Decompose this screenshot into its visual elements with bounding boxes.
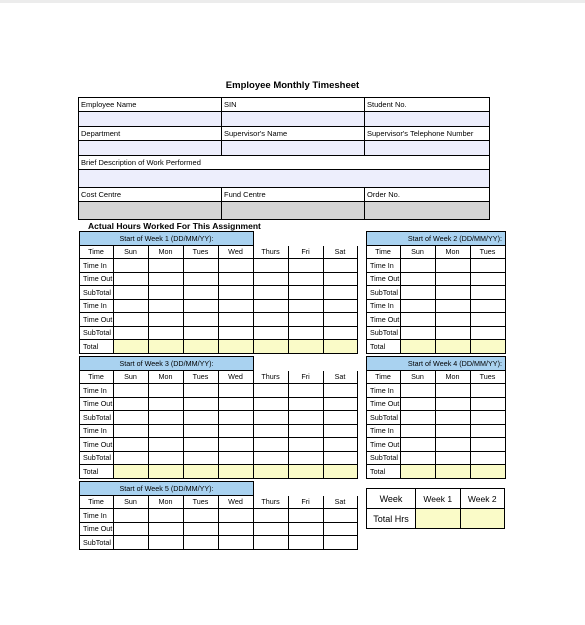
time-cell[interactable] bbox=[219, 536, 254, 550]
week-2-total-row bbox=[367, 340, 506, 354]
row-label: Time Out bbox=[367, 438, 401, 452]
week-1-header-gap bbox=[254, 232, 358, 246]
week-3-row bbox=[80, 384, 358, 398]
time-cell[interactable] bbox=[254, 536, 289, 550]
row-label: Time In bbox=[80, 384, 114, 398]
row-label: SubTotal bbox=[80, 286, 114, 300]
row-label: Time In bbox=[367, 384, 401, 398]
time-cell[interactable] bbox=[471, 313, 506, 327]
week-4-row bbox=[367, 397, 506, 411]
actual-hours-heading: Actual Hours Worked For This Assignment bbox=[88, 221, 261, 231]
week-3-row bbox=[80, 397, 358, 411]
time-cell[interactable] bbox=[401, 326, 436, 340]
total-cell[interactable] bbox=[114, 340, 149, 354]
row-label: SubTotal bbox=[367, 411, 401, 425]
time-cell[interactable] bbox=[436, 286, 471, 300]
time-cell[interactable] bbox=[184, 259, 219, 273]
week-4-start-label: Start of Week 4 (DD/MM/YY): bbox=[367, 357, 506, 371]
order-no-field[interactable] bbox=[365, 202, 490, 220]
week-3-row bbox=[80, 438, 358, 452]
time-cell[interactable] bbox=[401, 451, 436, 465]
time-cell[interactable] bbox=[184, 509, 219, 523]
time-cell[interactable] bbox=[254, 299, 289, 313]
time-cell[interactable] bbox=[254, 397, 289, 411]
summary-week2-header: Week 2 bbox=[460, 489, 505, 509]
week-1-row bbox=[80, 286, 358, 300]
time-cell[interactable] bbox=[436, 272, 471, 286]
time-cell[interactable] bbox=[436, 424, 471, 438]
time-cell[interactable] bbox=[254, 451, 289, 465]
time-cell[interactable] bbox=[289, 536, 324, 550]
time-cell[interactable] bbox=[149, 424, 184, 438]
time-cell[interactable] bbox=[289, 384, 324, 398]
week-3-day-header: Mon bbox=[149, 370, 184, 384]
time-cell[interactable] bbox=[114, 411, 149, 425]
time-cell[interactable] bbox=[324, 259, 358, 273]
time-cell[interactable] bbox=[401, 438, 436, 452]
time-cell[interactable] bbox=[436, 397, 471, 411]
row-label: Time Out bbox=[367, 313, 401, 327]
time-cell[interactable] bbox=[289, 299, 324, 313]
time-cell[interactable] bbox=[324, 522, 358, 536]
total-cell[interactable] bbox=[149, 340, 184, 354]
total-cell[interactable] bbox=[149, 465, 184, 479]
total-cell[interactable] bbox=[254, 465, 289, 479]
total-cell[interactable] bbox=[436, 340, 471, 354]
time-cell[interactable] bbox=[401, 259, 436, 273]
time-cell[interactable] bbox=[436, 384, 471, 398]
row-label: Time Out bbox=[80, 313, 114, 327]
sin-label: SIN bbox=[222, 98, 365, 112]
week-1-grid bbox=[79, 231, 358, 354]
employee-info-table bbox=[78, 97, 490, 220]
week-5-day-header: Time bbox=[80, 495, 114, 509]
time-cell[interactable] bbox=[149, 411, 184, 425]
week-4-row bbox=[367, 411, 506, 425]
total-cell[interactable] bbox=[254, 340, 289, 354]
time-cell[interactable] bbox=[184, 384, 219, 398]
time-cell[interactable] bbox=[471, 259, 506, 273]
time-cell[interactable] bbox=[289, 272, 324, 286]
time-cell[interactable] bbox=[289, 259, 324, 273]
week-3-day-header: Thurs bbox=[254, 370, 289, 384]
time-cell[interactable] bbox=[471, 451, 506, 465]
week-2-start-label: Start of Week 2 (DD/MM/YY): bbox=[367, 232, 506, 246]
week-5-day-header: Mon bbox=[149, 495, 184, 509]
time-cell[interactable] bbox=[289, 326, 324, 340]
row-label: Time Out bbox=[367, 272, 401, 286]
time-cell[interactable] bbox=[289, 451, 324, 465]
total-cell[interactable] bbox=[401, 465, 436, 479]
time-cell[interactable] bbox=[324, 299, 358, 313]
total-cell[interactable] bbox=[471, 340, 506, 354]
time-cell[interactable] bbox=[436, 313, 471, 327]
week-2-day-header: Mon bbox=[436, 245, 471, 259]
row-label: Time In bbox=[80, 259, 114, 273]
week-1-row bbox=[80, 299, 358, 313]
time-cell[interactable] bbox=[254, 259, 289, 273]
time-cell[interactable] bbox=[401, 313, 436, 327]
time-cell[interactable] bbox=[289, 522, 324, 536]
summary-total-hrs-label: Total Hrs bbox=[367, 509, 416, 529]
week-1-day-header: Wed bbox=[219, 245, 254, 259]
week-2-day-header: Sun bbox=[401, 245, 436, 259]
row-label: SubTotal bbox=[367, 451, 401, 465]
time-cell[interactable] bbox=[471, 326, 506, 340]
time-cell[interactable] bbox=[149, 299, 184, 313]
time-cell[interactable] bbox=[254, 438, 289, 452]
total-label: Total bbox=[367, 340, 401, 354]
time-cell[interactable] bbox=[289, 313, 324, 327]
week-1-row bbox=[80, 272, 358, 286]
time-cell[interactable] bbox=[324, 536, 358, 550]
supervisor-phone-field[interactable] bbox=[365, 141, 490, 156]
time-cell[interactable] bbox=[289, 411, 324, 425]
time-cell[interactable] bbox=[436, 299, 471, 313]
week-3-day-header: Sat bbox=[324, 370, 358, 384]
summary-week2-total[interactable] bbox=[460, 509, 505, 529]
week-3-row bbox=[80, 411, 358, 425]
week-4-row bbox=[367, 451, 506, 465]
total-cell[interactable] bbox=[289, 465, 324, 479]
total-cell[interactable] bbox=[401, 340, 436, 354]
week-1-row bbox=[80, 326, 358, 340]
fund-centre-field[interactable] bbox=[222, 202, 365, 220]
week-1-start-label: Start of Week 1 (DD/MM/YY): bbox=[80, 232, 254, 246]
time-cell[interactable] bbox=[436, 411, 471, 425]
time-cell[interactable] bbox=[219, 451, 254, 465]
time-cell[interactable] bbox=[436, 451, 471, 465]
time-cell[interactable] bbox=[149, 286, 184, 300]
time-cell[interactable] bbox=[436, 259, 471, 273]
time-cell[interactable] bbox=[254, 286, 289, 300]
total-cell[interactable] bbox=[114, 465, 149, 479]
order-no-label: Order No. bbox=[365, 188, 490, 202]
week-4-row bbox=[367, 384, 506, 398]
time-cell[interactable] bbox=[324, 411, 358, 425]
row-label: Time In bbox=[367, 259, 401, 273]
time-cell[interactable] bbox=[114, 313, 149, 327]
week-4-day-header: Time bbox=[367, 370, 401, 384]
time-cell[interactable] bbox=[114, 384, 149, 398]
time-cell[interactable] bbox=[149, 451, 184, 465]
week-1-day-header: Time bbox=[80, 245, 114, 259]
week-5-day-header: Thurs bbox=[254, 495, 289, 509]
time-cell[interactable] bbox=[114, 272, 149, 286]
total-cell[interactable] bbox=[324, 340, 358, 354]
time-cell[interactable] bbox=[324, 286, 358, 300]
week-1-row bbox=[80, 313, 358, 327]
time-cell[interactable] bbox=[149, 313, 184, 327]
week-5-day-header: Wed bbox=[219, 495, 254, 509]
time-cell[interactable] bbox=[324, 326, 358, 340]
time-cell[interactable] bbox=[254, 411, 289, 425]
supervisor-name-label: Supervisor's Name bbox=[222, 127, 365, 141]
week-3-total-row bbox=[80, 465, 358, 479]
time-cell[interactable] bbox=[149, 272, 184, 286]
total-cell[interactable] bbox=[471, 465, 506, 479]
time-cell[interactable] bbox=[219, 272, 254, 286]
department-label: Department bbox=[79, 127, 222, 141]
time-cell[interactable] bbox=[149, 536, 184, 550]
time-cell[interactable] bbox=[184, 326, 219, 340]
time-cell[interactable] bbox=[149, 509, 184, 523]
week-3-day-header: Wed bbox=[219, 370, 254, 384]
time-cell[interactable] bbox=[401, 272, 436, 286]
week-3-header-gap bbox=[254, 357, 358, 371]
week-3-grid bbox=[79, 356, 358, 479]
supervisor-name-field[interactable] bbox=[222, 141, 365, 156]
time-cell[interactable] bbox=[289, 424, 324, 438]
row-label: Time Out bbox=[80, 397, 114, 411]
week-4-row bbox=[367, 438, 506, 452]
row-label: Time In bbox=[367, 299, 401, 313]
total-cell[interactable] bbox=[184, 340, 219, 354]
week-4-day-header: Tues bbox=[471, 370, 506, 384]
total-cell[interactable] bbox=[324, 465, 358, 479]
time-cell[interactable] bbox=[324, 424, 358, 438]
time-cell[interactable] bbox=[254, 326, 289, 340]
time-cell[interactable] bbox=[114, 424, 149, 438]
time-cell[interactable] bbox=[184, 397, 219, 411]
row-label: Time Out bbox=[80, 272, 114, 286]
time-cell[interactable] bbox=[114, 259, 149, 273]
week-5-day-header: Tues bbox=[184, 495, 219, 509]
time-cell[interactable] bbox=[254, 272, 289, 286]
page-title: Employee Monthly Timesheet bbox=[225, 80, 360, 91]
week-5-row bbox=[80, 536, 358, 550]
week-2-day-header: Time bbox=[367, 245, 401, 259]
time-cell[interactable] bbox=[324, 313, 358, 327]
student-no-field[interactable] bbox=[365, 112, 490, 127]
total-cell[interactable] bbox=[184, 465, 219, 479]
time-cell[interactable] bbox=[471, 272, 506, 286]
time-cell[interactable] bbox=[219, 259, 254, 273]
row-label: Time Out bbox=[80, 522, 114, 536]
time-cell[interactable] bbox=[184, 299, 219, 313]
time-cell[interactable] bbox=[401, 411, 436, 425]
time-cell[interactable] bbox=[184, 438, 219, 452]
time-cell[interactable] bbox=[219, 397, 254, 411]
week-2-row bbox=[367, 313, 506, 327]
week-2-row bbox=[367, 272, 506, 286]
week-5-day-header: Sat bbox=[324, 495, 358, 509]
week-5-row bbox=[80, 522, 358, 536]
total-label: Total bbox=[80, 465, 114, 479]
total-label: Total bbox=[367, 465, 401, 479]
time-cell[interactable] bbox=[471, 424, 506, 438]
cost-centre-label: Cost Centre bbox=[79, 188, 222, 202]
week-3-row bbox=[80, 424, 358, 438]
time-cell[interactable] bbox=[114, 451, 149, 465]
total-cell[interactable] bbox=[219, 465, 254, 479]
time-cell[interactable] bbox=[149, 397, 184, 411]
time-cell[interactable] bbox=[184, 451, 219, 465]
time-cell[interactable] bbox=[114, 326, 149, 340]
summary-week-label: Week bbox=[367, 489, 416, 509]
time-cell[interactable] bbox=[289, 438, 324, 452]
week-3-day-header: Fri bbox=[289, 370, 324, 384]
time-cell[interactable] bbox=[254, 522, 289, 536]
time-cell[interactable] bbox=[219, 384, 254, 398]
week-5-row bbox=[80, 509, 358, 523]
week-2-row bbox=[367, 299, 506, 313]
time-cell[interactable] bbox=[149, 384, 184, 398]
time-cell[interactable] bbox=[114, 522, 149, 536]
week-3-day-header: Sun bbox=[114, 370, 149, 384]
time-cell[interactable] bbox=[289, 509, 324, 523]
supervisor-phone-label: Supervisor's Telephone Number bbox=[365, 127, 490, 141]
time-cell[interactable] bbox=[289, 286, 324, 300]
time-cell[interactable] bbox=[254, 384, 289, 398]
week-1-day-header: Thurs bbox=[254, 245, 289, 259]
sin-field[interactable] bbox=[222, 112, 365, 127]
student-no-label: Student No. bbox=[365, 98, 490, 112]
cost-centre-field[interactable] bbox=[79, 202, 222, 220]
week-3-row bbox=[80, 451, 358, 465]
time-cell[interactable] bbox=[219, 326, 254, 340]
week-1-day-header: Sun bbox=[114, 245, 149, 259]
week-4-day-header: Sun bbox=[401, 370, 436, 384]
time-cell[interactable] bbox=[471, 438, 506, 452]
time-cell[interactable] bbox=[149, 438, 184, 452]
time-cell[interactable] bbox=[254, 509, 289, 523]
brief-description-label: Brief Description of Work Performed bbox=[79, 156, 490, 170]
time-cell[interactable] bbox=[401, 384, 436, 398]
employee-name-label: Employee Name bbox=[79, 98, 222, 112]
week-4-grid bbox=[366, 356, 506, 479]
row-label: Time Out bbox=[80, 438, 114, 452]
time-cell[interactable] bbox=[471, 286, 506, 300]
week-4-total-row bbox=[367, 465, 506, 479]
time-cell[interactable] bbox=[149, 522, 184, 536]
row-label: Time Out bbox=[367, 397, 401, 411]
time-cell[interactable] bbox=[324, 438, 358, 452]
row-label: SubTotal bbox=[80, 451, 114, 465]
total-cell[interactable] bbox=[219, 340, 254, 354]
total-cell[interactable] bbox=[289, 340, 324, 354]
row-label: SubTotal bbox=[367, 286, 401, 300]
time-cell[interactable] bbox=[219, 509, 254, 523]
time-cell[interactable] bbox=[324, 272, 358, 286]
employee-name-field[interactable] bbox=[79, 112, 222, 127]
week-4-row bbox=[367, 424, 506, 438]
time-cell[interactable] bbox=[471, 384, 506, 398]
summary-week1-total[interactable] bbox=[416, 509, 461, 529]
week-1-day-header: Sat bbox=[324, 245, 358, 259]
week-3-start-label: Start of Week 3 (DD/MM/YY): bbox=[80, 357, 254, 371]
time-cell[interactable] bbox=[219, 424, 254, 438]
week-3-day-header: Tues bbox=[184, 370, 219, 384]
time-cell[interactable] bbox=[401, 286, 436, 300]
week-5-grid bbox=[79, 481, 358, 550]
row-label: Time In bbox=[80, 299, 114, 313]
time-cell[interactable] bbox=[324, 509, 358, 523]
row-label: SubTotal bbox=[80, 536, 114, 550]
time-cell[interactable] bbox=[184, 313, 219, 327]
time-cell[interactable] bbox=[184, 286, 219, 300]
time-cell[interactable] bbox=[219, 522, 254, 536]
time-cell[interactable] bbox=[324, 397, 358, 411]
time-cell[interactable] bbox=[219, 299, 254, 313]
time-cell[interactable] bbox=[184, 522, 219, 536]
time-cell[interactable] bbox=[184, 536, 219, 550]
week-2-row bbox=[367, 326, 506, 340]
summary-week1-header: Week 1 bbox=[416, 489, 461, 509]
time-cell[interactable] bbox=[219, 313, 254, 327]
total-label: Total bbox=[80, 340, 114, 354]
week-4-day-header: Mon bbox=[436, 370, 471, 384]
time-cell[interactable] bbox=[114, 286, 149, 300]
time-cell[interactable] bbox=[149, 326, 184, 340]
row-label: SubTotal bbox=[80, 411, 114, 425]
time-cell[interactable] bbox=[324, 384, 358, 398]
time-cell[interactable] bbox=[114, 299, 149, 313]
week-3-day-header: Time bbox=[80, 370, 114, 384]
time-cell[interactable] bbox=[471, 411, 506, 425]
time-cell[interactable] bbox=[471, 397, 506, 411]
time-cell[interactable] bbox=[471, 299, 506, 313]
time-cell[interactable] bbox=[436, 326, 471, 340]
week-2-day-header: Tues bbox=[471, 245, 506, 259]
row-label: Time In bbox=[367, 424, 401, 438]
week-5-start-label: Start of Week 5 (DD/MM/YY): bbox=[80, 482, 254, 496]
time-cell[interactable] bbox=[219, 411, 254, 425]
week-1-day-header: Mon bbox=[149, 245, 184, 259]
week-5-day-header: Sun bbox=[114, 495, 149, 509]
time-cell[interactable] bbox=[114, 536, 149, 550]
fund-centre-label: Fund Centre bbox=[222, 188, 365, 202]
time-cell[interactable] bbox=[114, 438, 149, 452]
time-cell[interactable] bbox=[289, 397, 324, 411]
week-1-total-row bbox=[80, 340, 358, 354]
total-cell[interactable] bbox=[436, 465, 471, 479]
time-cell[interactable] bbox=[401, 299, 436, 313]
time-cell[interactable] bbox=[114, 397, 149, 411]
weekly-summary-table bbox=[366, 488, 505, 529]
week-1-row bbox=[80, 259, 358, 273]
week-5-day-header: Fri bbox=[289, 495, 324, 509]
time-cell[interactable] bbox=[324, 451, 358, 465]
week-1-day-header: Fri bbox=[289, 245, 324, 259]
time-cell[interactable] bbox=[254, 313, 289, 327]
week-1-day-header: Tues bbox=[184, 245, 219, 259]
time-cell[interactable] bbox=[401, 397, 436, 411]
week-2-row bbox=[367, 286, 506, 300]
time-cell[interactable] bbox=[184, 424, 219, 438]
week-5-header-gap bbox=[254, 482, 358, 496]
time-cell[interactable] bbox=[254, 424, 289, 438]
time-cell[interactable] bbox=[114, 509, 149, 523]
time-cell[interactable] bbox=[219, 286, 254, 300]
time-cell[interactable] bbox=[149, 259, 184, 273]
row-label: Time In bbox=[80, 509, 114, 523]
time-cell[interactable] bbox=[184, 272, 219, 286]
week-2-grid bbox=[366, 231, 506, 354]
week-2-row bbox=[367, 259, 506, 273]
brief-description-field[interactable] bbox=[79, 170, 490, 188]
row-label: Time In bbox=[80, 424, 114, 438]
row-label: SubTotal bbox=[367, 326, 401, 340]
row-label: SubTotal bbox=[80, 326, 114, 340]
department-field[interactable] bbox=[79, 141, 222, 156]
time-cell[interactable] bbox=[184, 411, 219, 425]
time-cell[interactable] bbox=[436, 438, 471, 452]
time-cell[interactable] bbox=[219, 438, 254, 452]
time-cell[interactable] bbox=[401, 424, 436, 438]
